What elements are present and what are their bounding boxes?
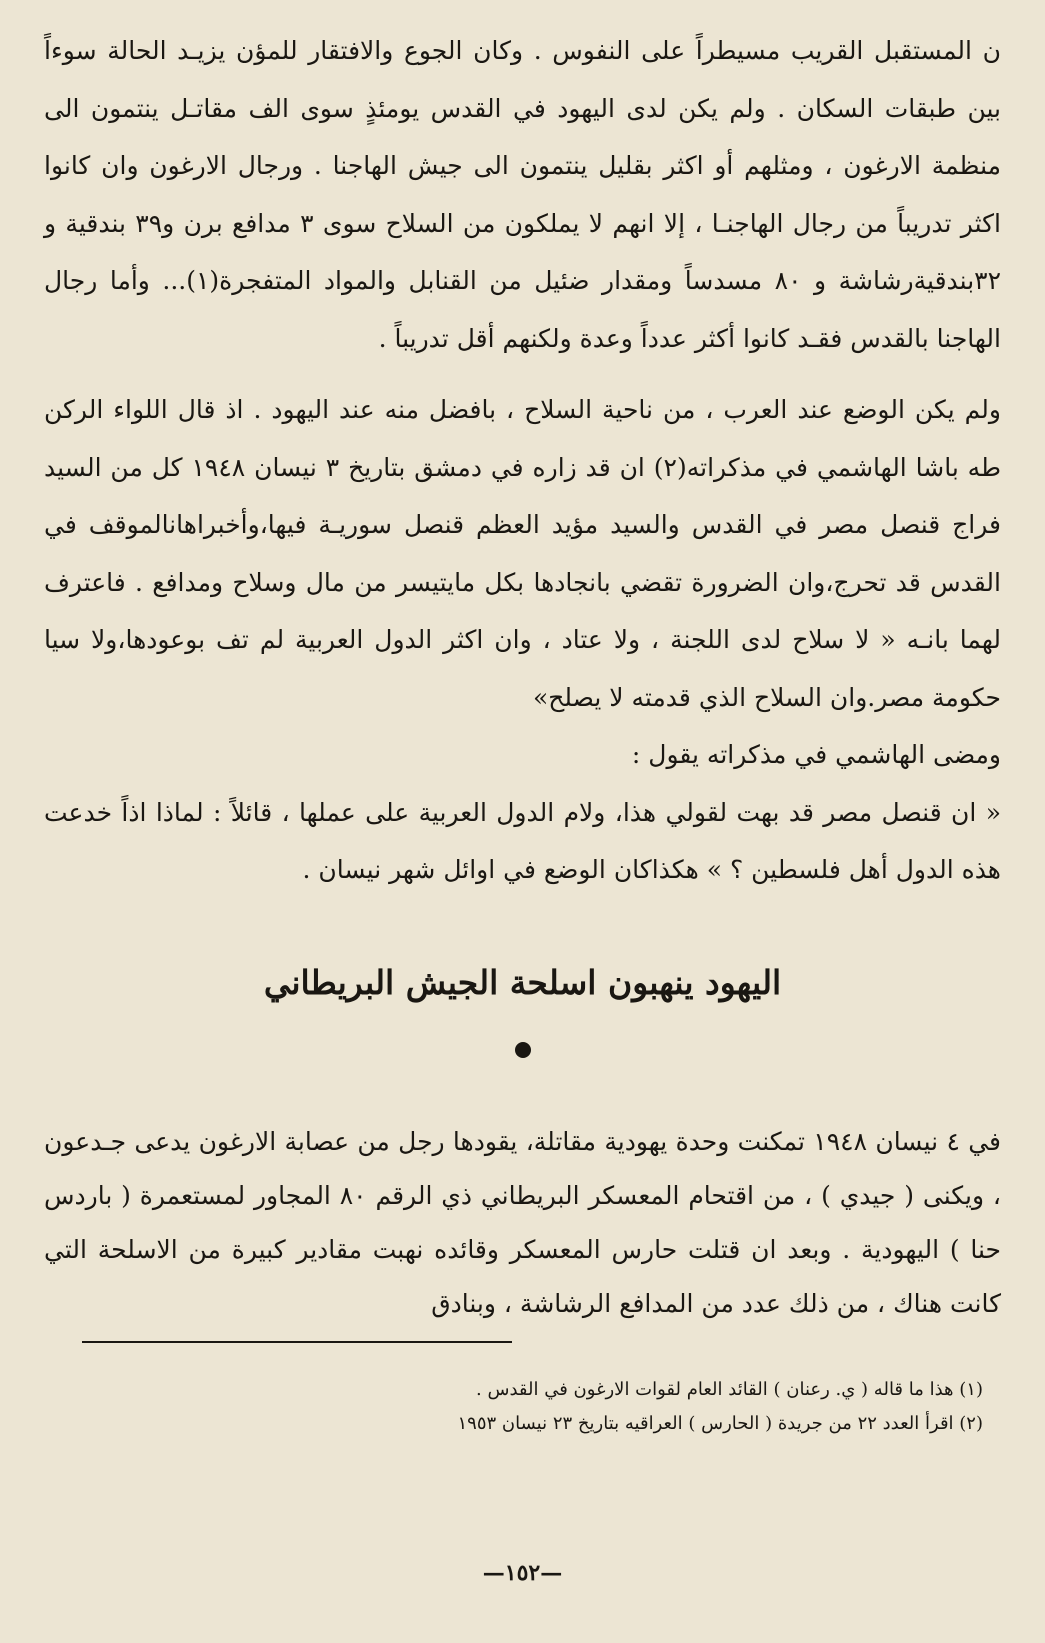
section-heading: اليهود ينهبون اسلحة الجيش البريطاني — [263, 962, 782, 1002]
page-number: —١٥٢— — [482, 1560, 563, 1586]
footnote-divider — [82, 1341, 512, 1343]
footnote-2: (٢) اقرأ العدد ٢٢ من جريدة ( الحارس ) العراقيه بتاريخ ٢٣ نيسان ١٩٥٣ — [457, 1412, 983, 1434]
quote-paragraph: « ان قنصل مصر قد بهت لقولي هذا، ولام الدول العربية على عملها ، قائلاً : لماذا اذاً خدعت هذه الدول أهل فلسطين ؟ » هكذاكان الوضع في اوائل شهر نيسان . — [44, 797, 1001, 884]
paragraph-2: ولم يكن الوضع عند العرب ، من ناحية السلاح ، بافضل منه عند اليهود . اذ قال اللواء الركن طه باشا الهاشمي في مذكراته(٢) ان قد زاره في دمشق بتاريخ ٣ نيسان ١٩٤٨ كل من السيد فراج قنصل مصر في القدس والسيد مؤيد العظم قنصل سوريـة فيها،وأخبراهانالموقف في القدس قد تحرج،وان الضرورة تقضي بانجادها بكل مايتيسر من مال وسلاح ومدافع . فاعترف لهما بانـه « لا سلاح لدى اللجنة ، ولا عتاد ، وان اكثر الدول العربية لم تف بوعودها،ولا سيا حكومة مصر.وان السلاح الذي قدمته لا يصلح» — [44, 395, 1001, 712]
paragraph-1: ن المستقبل القريب مسيطراً على النفوس . وكان الجوع والافتقار للمؤن يزيـد الحالة سوءاً بين طبقات السكان . ولم يكن لدى اليهود في القدس يومئذٍ سوى الف مقاتـل ينتمون الى منظمة الارغون ، ومثلهم أو اكثر بقليل ينتمون الى جيش الهاجنا . ورجال الارغون وان كانوا اكثر تدريباً من رجال الهاجنـا ، إلا انهم لا يملكون من السلاح سوى ٣ مدافع برن و٣٩ بندقية و ٣٢بندقيةرشاشة و ٨٠ مسدساً ومقدار ضئيل من القنابل والمواد المتفجرة(١)... وأما رجال الهاجنا بالقدس فقـد كانوا أكثر عدداً وعدة ولكنهم أقل تدريباً . — [44, 36, 1002, 353]
bullet-dot-icon — [515, 1042, 531, 1058]
footnotes — [44, 1373, 1001, 1441]
section-ornament — [44, 1007, 1001, 1077]
paragraph-3: ومضى الهاشمي في مذكراته يقول : — [631, 740, 1001, 769]
footnote-1: (١) هذا ما قاله ( ي. رعنان ) القائد العام لقوات الارغون في القدس . — [476, 1378, 983, 1400]
paragraph-after-heading: في ٤ نيسان ١٩٤٨ تمكنت وحدة يهودية مقاتلة، يقودها رجل من عصابة الارغون يدعى جـدعون ، ويكنى ( جيدي ) ، من اقتحام المعسكر البريطاني ذي الرقم ٨٠ المجاور لمستعمرة ( باردس حنا ) اليهودية . وبعد ان قتلت حارس المعسكر وقائده نهبت مقادير كبيرة من الاسلحة التي كانت هناك ، من ذلك عدد من المدافع الرشاشة ، وبنادق — [44, 1126, 1002, 1318]
